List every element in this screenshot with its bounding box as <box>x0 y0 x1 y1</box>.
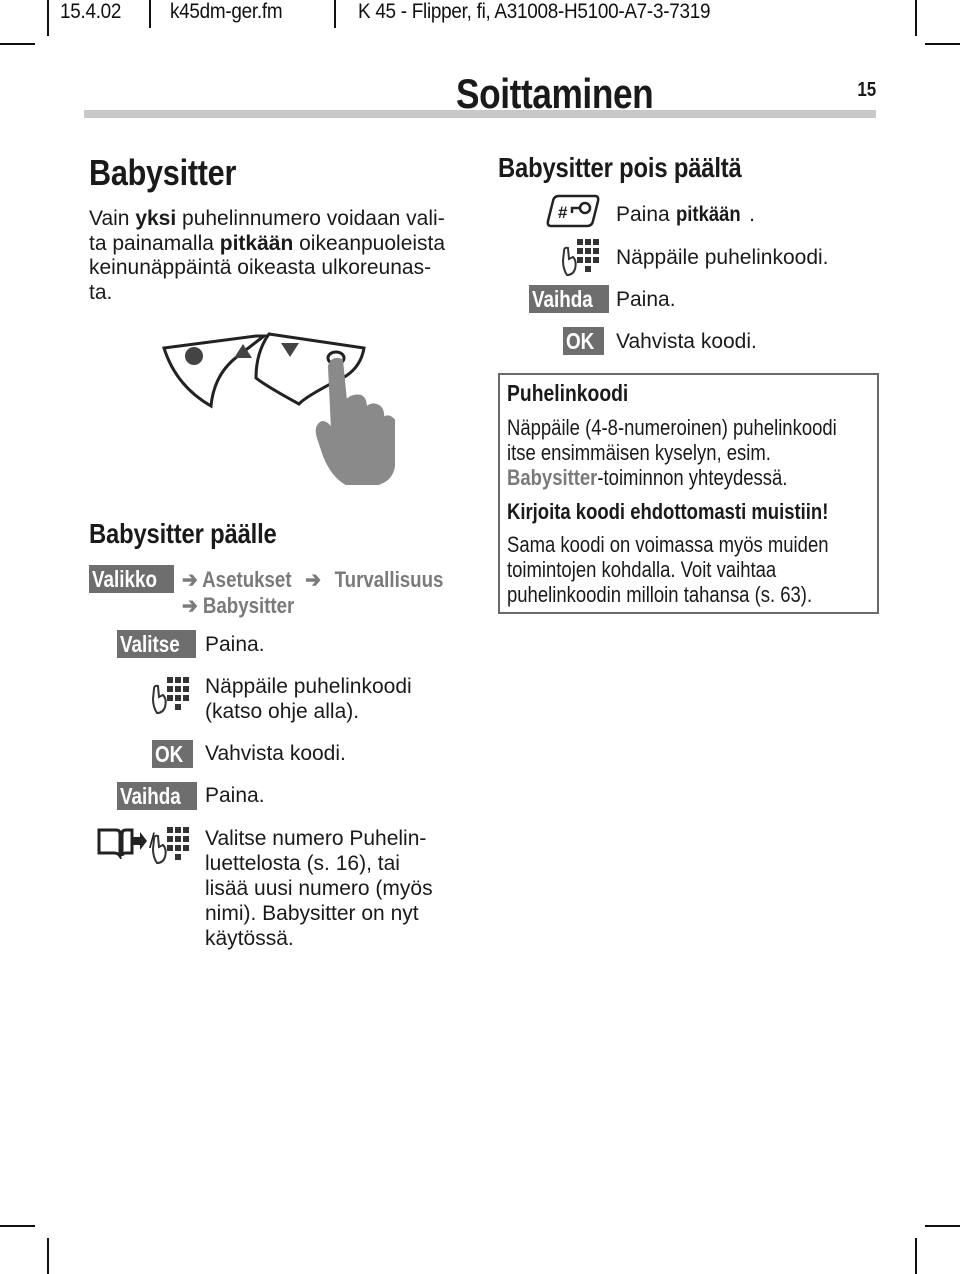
intro-emphasis: pitkään <box>219 231 294 255</box>
print-date: 15.4.02 <box>60 0 122 23</box>
separator-slash: / <box>149 830 155 853</box>
rocker-key-illustration <box>156 326 396 491</box>
step-text-line: lisää uusi numero (myös <box>205 877 433 900</box>
intro-text: puhelinnumero voidaan vali- <box>176 207 445 230</box>
crop-mark <box>925 1225 960 1227</box>
info-line: itse ensimmäisen kyselyn, esim. <box>507 440 771 465</box>
arrow-right-icon: ➔ <box>182 567 198 592</box>
keypad-icon <box>561 237 601 279</box>
step-text: Paina. <box>205 633 265 656</box>
step-text: Vahvista koodi. <box>205 742 346 765</box>
vaihda-softkey[interactable]: Vaihda <box>529 285 609 313</box>
crop-mark <box>47 1238 49 1274</box>
crop-mark <box>925 43 960 45</box>
intro-text: keinunäppäintä oikeasta ulkoreunas- <box>89 256 432 279</box>
step-text: Näppäile puhelinkoodi. <box>616 246 829 269</box>
menu-path-item[interactable]: Asetukset <box>202 567 292 592</box>
right-keypad-outline <box>256 334 364 404</box>
subsection-heading-on: Babysitter päälle <box>89 518 277 549</box>
crop-mark <box>47 0 49 36</box>
phonebook-icon <box>96 827 148 859</box>
intro-text: Vain <box>89 207 136 230</box>
ok-softkey[interactable]: OK <box>563 327 604 355</box>
info-paragraph <box>507 415 837 490</box>
crop-mark <box>0 1225 35 1227</box>
left-keypad-outline <box>164 336 264 406</box>
menu-path-item[interactable]: Babysitter <box>202 593 295 618</box>
hash-key-icon <box>545 193 601 229</box>
print-filename: k45dm-ger.fm <box>170 0 283 23</box>
menu-path-line1 <box>182 567 443 593</box>
header-separator <box>334 0 336 28</box>
keypad-icon <box>151 825 191 867</box>
crop-mark <box>915 0 917 36</box>
info-paragraph <box>507 532 828 607</box>
step-text <box>205 826 433 951</box>
intro-text: ta painamalla <box>89 231 220 255</box>
step-text: Paina. <box>616 288 676 311</box>
step-text: Paina. <box>205 784 265 807</box>
info-line <box>507 465 837 490</box>
dot-key-icon <box>185 347 203 365</box>
keypad-icon <box>151 675 191 717</box>
subsection-heading-off: Babysitter pois päältä <box>498 152 742 183</box>
info-emphasis: Babysitter <box>507 465 598 490</box>
step-text: Vahvista koodi. <box>616 330 757 353</box>
intro-text: oikeanpuoleista <box>293 231 446 255</box>
step-text <box>616 202 755 227</box>
menu-path-item[interactable]: Turvallisuus <box>334 567 444 592</box>
header-separator <box>149 0 151 28</box>
step-text-line: (katso ohje alla). <box>205 700 360 723</box>
svg-text:#: # <box>558 203 568 222</box>
step-text-line: luettelosta (s. 16), tai <box>205 852 400 875</box>
arrow-right-icon: ➔ <box>182 593 198 618</box>
page-number: 15 <box>857 79 876 101</box>
menu-path-line2 <box>182 593 294 619</box>
crop-mark <box>915 1238 917 1274</box>
info-line: Sama koodi on voimassa myös muiden <box>507 532 829 557</box>
intro-text: ta. <box>89 280 113 304</box>
print-model: K 45 - Flipper, fi, A31008-H5100-A7-3-7319 <box>358 0 711 23</box>
arrow-right-icon: ➔ <box>305 567 321 592</box>
step-text-part: . <box>749 203 755 226</box>
step-text-line: käytössä. <box>205 927 294 950</box>
step-text-line: Valitse numero Puhelin- <box>205 827 427 850</box>
step-text-part: Paina <box>616 203 676 226</box>
intro-paragraph <box>89 207 489 305</box>
step-text-emphasis: pitkään <box>675 203 741 226</box>
info-text: -toiminnon yhteydessä. <box>597 465 788 490</box>
crop-mark <box>0 43 35 45</box>
chapter-title-bar <box>84 70 876 118</box>
step-text-line: nimi). Babysitter on nyt <box>205 902 419 925</box>
info-box-phone-code <box>498 373 879 614</box>
ok-softkey[interactable]: OK <box>152 740 193 768</box>
vaihda-softkey[interactable]: Vaihda <box>117 782 197 810</box>
chapter-title: Soittaminen <box>456 70 654 117</box>
info-line: toimintojen kohdalla. Voit vaihtaa <box>507 557 777 582</box>
step-text <box>205 674 412 724</box>
valitse-softkey[interactable]: Valitse <box>117 630 196 658</box>
intro-emphasis: yksi <box>135 207 177 230</box>
info-line: Näppäile (4-8-numeroinen) puhelinkoodi <box>507 415 837 440</box>
section-heading: Babysitter <box>89 152 237 193</box>
info-line: puhelinkoodin milloin tahansa (s. 63). <box>507 582 813 607</box>
info-box-title: Puhelinkoodi <box>507 380 629 406</box>
info-warning: Kirjoita koodi ehdottomasti muistiin! <box>507 499 829 524</box>
step-text-line: Näppäile puhelinkoodi <box>205 675 412 698</box>
valikko-softkey[interactable]: Valikko <box>89 565 174 593</box>
